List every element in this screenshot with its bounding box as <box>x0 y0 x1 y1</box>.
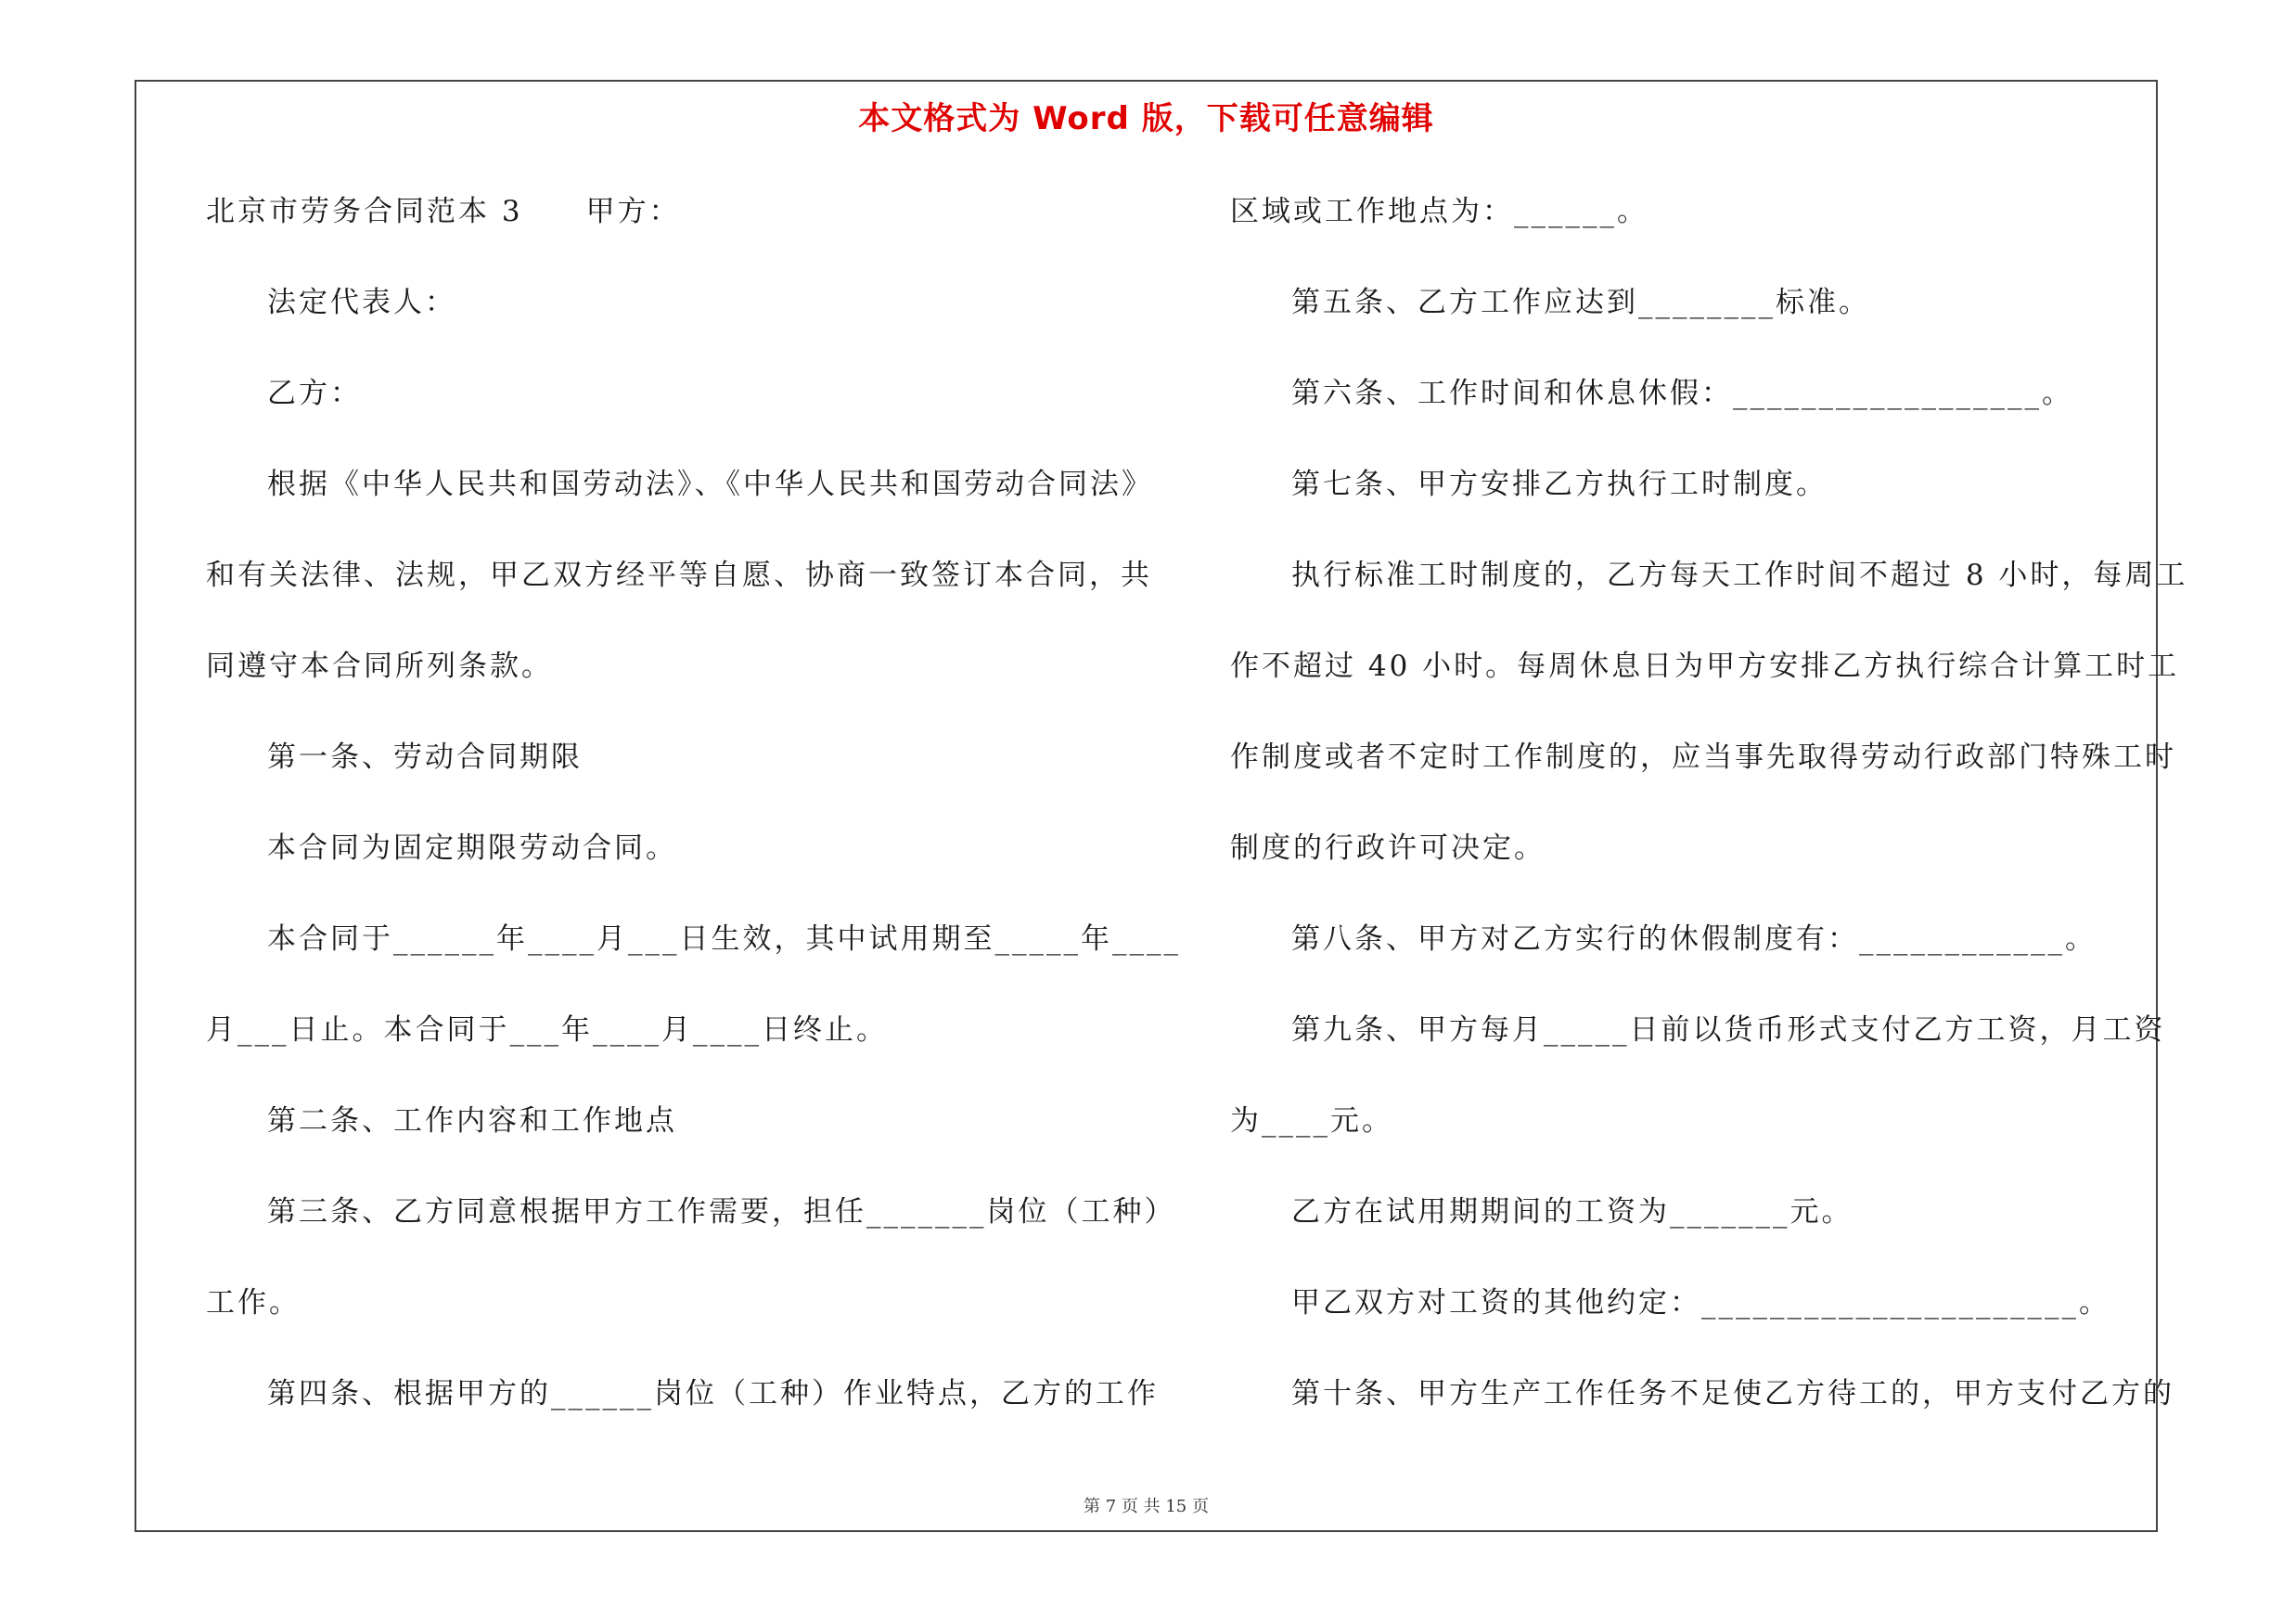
body-text-line: 本合同于______年____月___日生效，其中试用期至_____年____ <box>267 922 1181 956</box>
page-number: 第 7 页 共 15 页 <box>1084 1497 1209 1516</box>
contract-title-line: 北京市劳务合同范本 3 甲方： <box>206 195 681 228</box>
body-text-line: 第八条、甲方对乙方实行的休假制度有：____________。 <box>1291 922 2097 956</box>
body-text-line: 和有关法律、法规，甲乙双方经平等自愿、协商一致签订本合同，共 <box>206 559 1152 592</box>
party-b-line: 乙方： <box>267 377 362 410</box>
legal-representative-line: 法定代表人： <box>267 286 456 319</box>
body-text-line: 同遵守本合同所列条款。 <box>206 650 553 683</box>
editable-word-banner: 本文格式为 Word 版，下载可任意编辑 <box>858 100 1434 137</box>
body-text-line: 本合同为固定期限劳动合同。 <box>267 831 677 865</box>
article-heading: 第二条、工作内容和工作地点 <box>267 1104 677 1138</box>
body-text-line: 第四条、根据甲方的______岗位（工种）作业特点，乙方的工作 <box>267 1377 1159 1410</box>
body-text-line: 第六条、工作时间和休息休假：__________________。 <box>1291 377 2073 410</box>
body-text-line: 作制度或者不定时工作制度的，应当事先取得劳动行政部门特殊工时 <box>1230 741 2176 774</box>
body-text-line: 月___日止。本合同于___年____月____日终止。 <box>206 1013 888 1047</box>
body-text-line: 乙方在试用期期间的工资为_______元。 <box>1291 1195 1853 1229</box>
body-text-line: 甲乙双方对工资的其他约定：______________________。 <box>1291 1286 2110 1320</box>
body-text-line: 第十条、甲方生产工作任务不足使乙方待工的，甲方支付乙方的 <box>1291 1377 2174 1410</box>
body-text-line: 第五条、乙方工作应达到________标准。 <box>1291 286 1870 319</box>
body-text-line: 执行标准工时制度的，乙方每天工作时间不超过 8 小时，每周工 <box>1291 559 2188 592</box>
article-heading: 第一条、劳动合同期限 <box>267 741 583 774</box>
body-text-line: 区域或工作地点为：______。 <box>1230 195 1648 228</box>
body-text-line: 根据《中华人民共和国劳动法》、《中华人民共和国劳动合同法》 <box>267 468 1153 501</box>
body-text-line: 为____元。 <box>1230 1104 1393 1138</box>
body-text-line: 第九条、甲方每月_____日前以货币形式支付乙方工资，月工资 <box>1291 1013 2166 1047</box>
body-text-line: 第七条、甲方安排乙方执行工时制度。 <box>1291 468 1828 501</box>
body-text-line: 制度的行政许可决定。 <box>1230 831 1546 865</box>
body-text-line: 作不超过 40 小时。每周休息日为甲方安排乙方执行综合计算工时工 <box>1230 650 2180 683</box>
body-text-line: 工作。 <box>206 1286 301 1320</box>
body-text-line: 第三条、乙方同意根据甲方工作需要，担任_______岗位（工种） <box>267 1195 1176 1229</box>
